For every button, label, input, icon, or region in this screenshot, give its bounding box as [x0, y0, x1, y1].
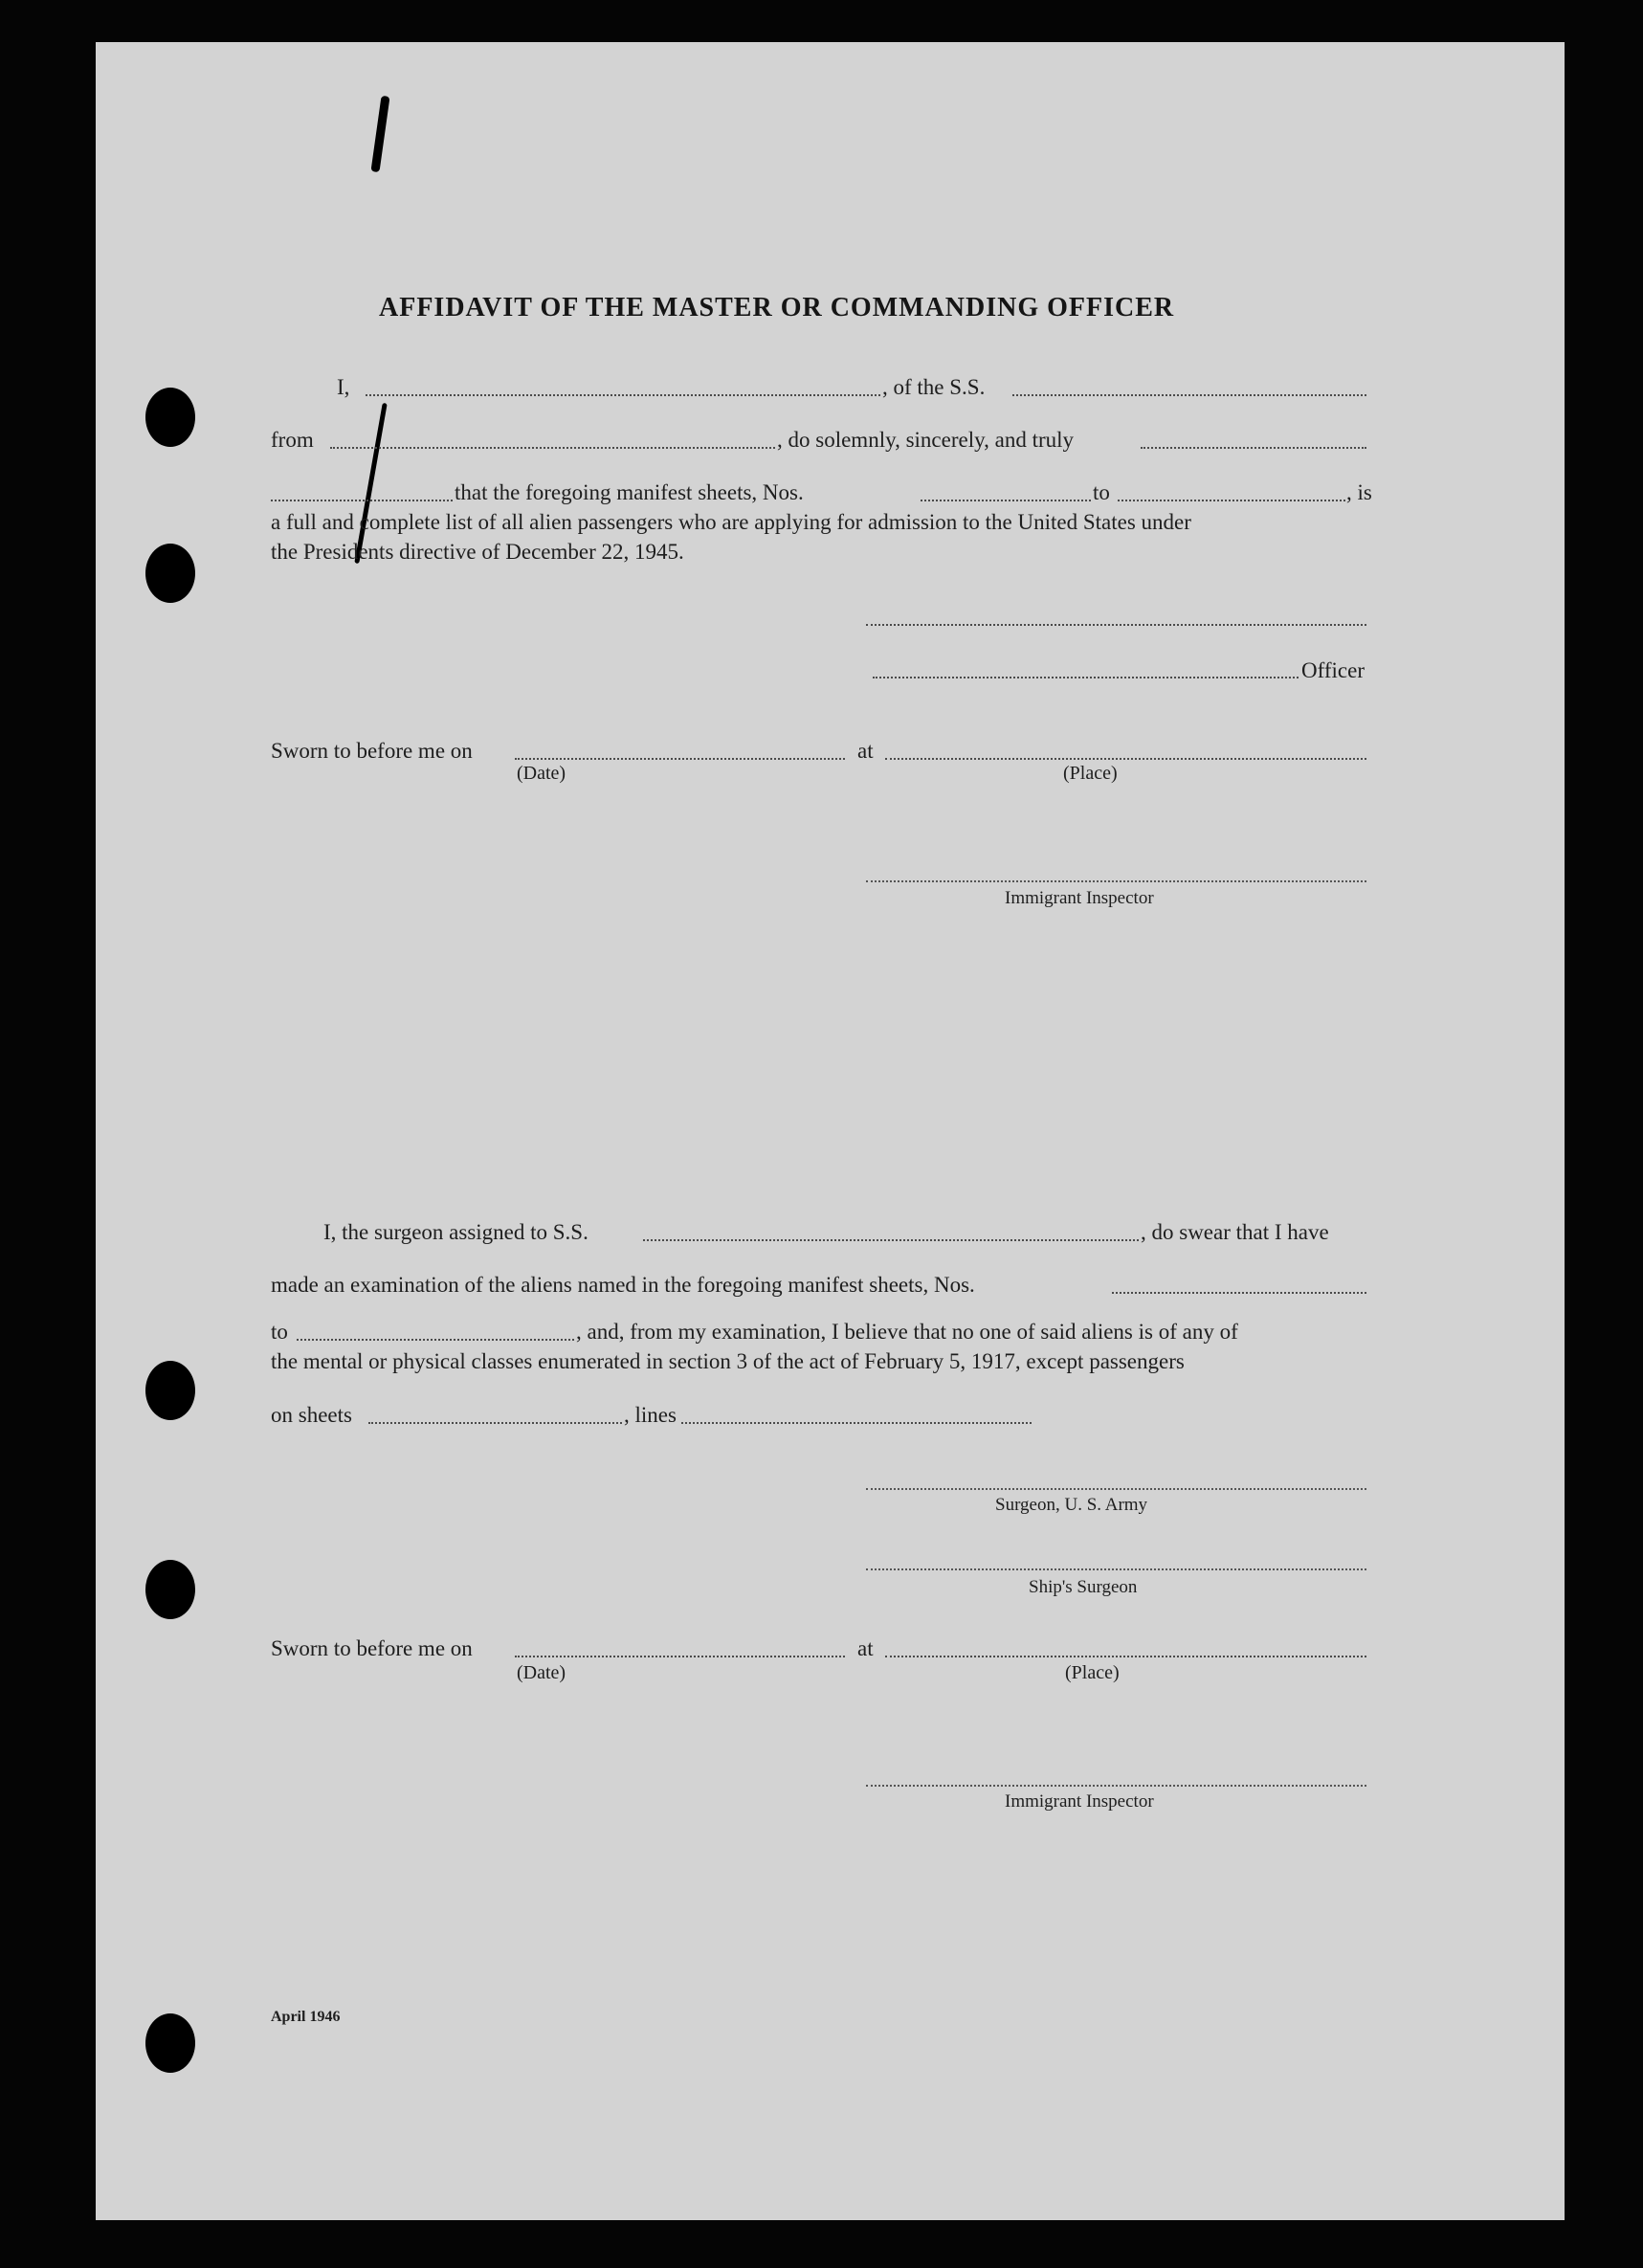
punch-hole [145, 388, 195, 447]
master-directive-line: the Presidents directive of December 22, 1945. [271, 540, 684, 564]
sworn-label: Sworn to before me on [271, 739, 473, 763]
place-caption-2: (Place) [1065, 1662, 1120, 1683]
swear-field[interactable] [1141, 447, 1366, 449]
surgeon-sheets-label: on sheets [271, 1403, 352, 1427]
officer-signature-field[interactable] [873, 677, 1299, 678]
inspector-signature-field-2[interactable] [866, 1785, 1366, 1787]
surgeon-lines-field[interactable] [681, 1422, 1032, 1424]
master-name-field[interactable] [366, 394, 880, 396]
sworn-place-field[interactable] [885, 758, 1366, 760]
surgeon-examination-line: made an examination of the aliens named in the foregoing manifest sheets, Nos. [271, 1273, 975, 1297]
ship-surgeon-signature-field[interactable] [866, 1568, 1366, 1570]
master-statement-line: a full and complete list of all alien passengers who are applying for admission to the United States under [271, 510, 1191, 534]
officer-label: Officer [1301, 658, 1365, 682]
inspector-label: Immigrant Inspector [1005, 888, 1154, 908]
sheets-from-field[interactable] [921, 500, 1091, 501]
inspector-label-2: Immigrant Inspector [1005, 1791, 1154, 1812]
sworn-label-2: Sworn to before me on [271, 1636, 473, 1660]
date-caption-2: (Date) [517, 1662, 566, 1683]
document-page [96, 42, 1565, 2220]
swear-continued-field[interactable] [271, 500, 453, 501]
surgeon-lines-label: , lines [624, 1403, 677, 1427]
punch-hole [145, 1361, 195, 1420]
master-to-label: to [1093, 480, 1110, 504]
surgeon-intro: I, the surgeon assigned to S.S. [323, 1220, 588, 1244]
sworn-date-field[interactable] [515, 758, 845, 760]
master-from-label: from [271, 428, 314, 452]
army-surgeon-label: Surgeon, U. S. Army [995, 1495, 1148, 1515]
surgeon-swear-label: , do swear that I have [1141, 1220, 1329, 1244]
sworn-place-field-2[interactable] [885, 1656, 1366, 1657]
ship-name-field[interactable] [1012, 394, 1366, 396]
sworn-at-label-2: at [857, 1636, 874, 1660]
ship-surgeon-label: Ship's Surgeon [1029, 1577, 1138, 1597]
master-solemnly-label: , do solemnly, sincerely, and truly [777, 428, 1075, 452]
form-date: April 1946 [271, 2009, 341, 2025]
surgeon-belief-line: , and, from my examination, I believe that no one of said aliens is of any of [576, 1320, 1238, 1344]
master-ofss-label: , of the S.S. [882, 375, 986, 399]
master-i-label: I, [337, 375, 350, 399]
surgeon-to-label: to [271, 1320, 288, 1344]
surgeon-ship-field[interactable] [643, 1239, 1139, 1241]
from-port-field[interactable] [330, 447, 775, 449]
army-surgeon-signature-field[interactable] [866, 1488, 1366, 1490]
date-caption: (Date) [517, 763, 566, 784]
punch-hole [145, 2013, 195, 2073]
master-sheets-label: that the foregoing manifest sheets, Nos. [455, 480, 804, 504]
master-signature-field[interactable] [866, 624, 1366, 626]
sheets-to-field[interactable] [1118, 500, 1345, 501]
inspector-signature-field[interactable] [866, 880, 1366, 882]
document-title: AFFIDAVIT OF THE MASTER OR COMMANDING OFFICER [379, 293, 1175, 322]
surgeon-sheets-to-field[interactable] [297, 1339, 574, 1341]
place-caption: (Place) [1063, 763, 1118, 784]
punch-hole [145, 1560, 195, 1619]
master-is-label: , is [1346, 480, 1372, 504]
sworn-date-field-2[interactable] [515, 1656, 845, 1657]
surgeon-sheets-field[interactable] [368, 1422, 622, 1424]
sworn-at-label: at [857, 739, 874, 763]
surgeon-classes-line: the mental or physical classes enumerated in section 3 of the act of February 5, 1917, except passengers [271, 1349, 1185, 1373]
surgeon-sheets-from-field[interactable] [1112, 1292, 1366, 1294]
punch-hole [145, 544, 195, 603]
